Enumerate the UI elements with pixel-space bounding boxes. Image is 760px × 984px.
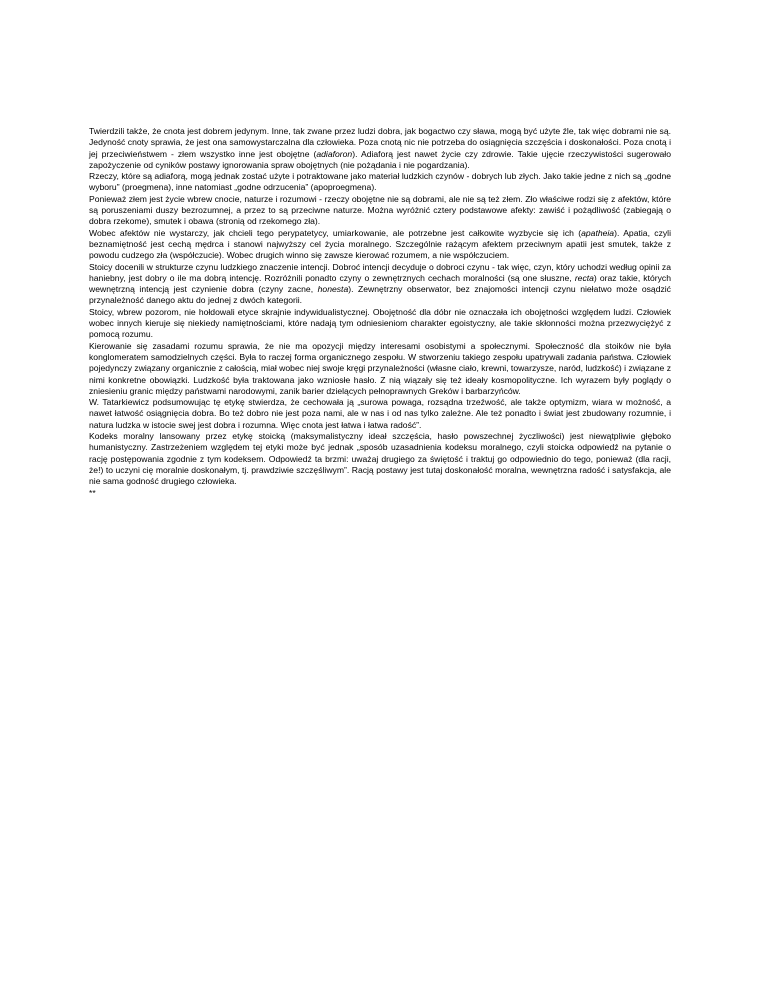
italic-term: honesta: [317, 284, 349, 295]
italic-term: recta: [574, 272, 594, 283]
paragraph: [89, 397, 671, 431]
paragraph: [89, 228, 671, 262]
text-run: Kodeks moralny lansowany przez etykę stoicką (maksymalistyczny ideał szczęścia, hasło powszechnej życzliwości) jest niewątpliwie głęboko humanistyczny. Zastrzeżeniem względem tej etyki może być jednak „sposób uzasadnienia kodeksu moralnego, czyli stoicka odpowiedź na pytanie o rację postępowania zgodnie z tym kodeksem. Odpowiedź ta brzmi: uważaj drugiego za świętość i traktuj go odpowiednio do tego, ponieważ (dla racji, że!) to uczyni cię moralnie doskonałym, tj. prawdziwie szczęśliwym”. Racją postawy jest tutaj doskonałość moralna, wewnętrzna radość i satysfakcja, ale nie sama godność drugiego człowieka.: [89, 431, 671, 487]
paragraph: [89, 171, 671, 194]
text-run: W. Tatarkiewicz podsumowując tę etykę stwierdza, że cechowała ją „surowa powaga, rozsądna trzeźwość, ale także optymizm, wiara w możność, a nawet łatwość osiągnięcia dobra. Bo też dobro nie jest poza nami, ale w nas i od nas tylko zależne. Ale też ponadto i świat jest zbudowany rozumnie, i natura ludzka w istocie swej jest dobra i rozumna. Więc cnota jest łatwa i łatwa radość”.: [89, 397, 671, 430]
text-run: ) oraz takie, których wewnętrzną intencją jest czynienie dobra (czyny zacne,: [89, 272, 671, 295]
italic-term: apatheia: [581, 227, 615, 238]
text-run: Rzeczy, które są adiaforą, mogą jednak zostać użyte i potraktowane jako materiał ludzkich czynów - dobrych lub złych. Jako takie jedne z nich są „godne wyboru” (proegmena), inne natomiast „godne odrzucenia” (apoproegmena).: [89, 171, 671, 193]
paragraph: [89, 194, 671, 228]
italic-term: adiaforon: [316, 148, 353, 159]
text-run: ). Apatia, czyli beznamiętność jest cechą mędrca i stanowi najwyższy cel życia moralnego. Szczególnie rażącym afektem przeciwnym apatii jest smutek, także z powodu cudzego zła (współczucie). Wobec drugich winno się zawsze kierować rozumem, a nie współczuciem.: [89, 227, 672, 261]
text-run: ). Zewnętrzny obserwator, bez znajomości intencji czynu niełatwo może osądzić przynależność danego aktu do jednej z dwóch kategorii.: [89, 284, 671, 306]
paragraph: [89, 431, 671, 487]
text-run: ). Adiaforą jest nawet życie czy zdrowie. Takie ujęcie rzeczywistości sugerowało zapożyczenie od cyników postawy ignorowania spraw obojętnych (nie pożądania i nie pogardzania).: [89, 148, 671, 170]
paragraph: [89, 126, 671, 171]
text-run: Ponieważ złem jest życie wbrew cnocie, naturze i rozumowi - rzeczy obojętne nie są dobrami, ale nie są też złem. Zło właściwe rodzi się z afektów, które są poruszeniami duszy bezrozumnej, a przez to są przeciwne naturze. Można wyróżnić cztery podstawowe afekty: zawiść i pożądliwość (zabiegają o dobra rzekome), smutek i obawa (stronią od rzekomego zła).: [89, 193, 671, 227]
document-page: [89, 126, 671, 498]
end-mark: **: [89, 487, 96, 498]
paragraph: [89, 341, 671, 397]
text-run: Twierdzili także, że cnota jest dobrem jedynym. Inne, tak zwane przez ludzi dobra, jak bogactwo czy sława, mogą być użyte źle, tak więc dobrami nie są. Jedyność cnoty sprawia, że jest ona samowystarczalna dla człowieka. Poza cnotą nic nie potrzeba do osiągnięcia szczęścia i doskonałości. Poza cnotą i jej przeciwieństwem - złem wszystko inne jest obojętne (: [89, 126, 671, 159]
text-run: Kierowanie się zasadami rozumu sprawia, że nie ma opozycji między interesami osobistymi a społecznymi. Społeczność dla stoików nie była konglomeratem samodzielnych części. Była to raczej forma organicznego zespołu. W stworzeniu takiego zespołu upatrywali zadania państwa. Człowiek pojedynczy związany organicznie z całością, miał wobec niej swoje kręgi przynależności (własne ciało, krewni, towarzysze, naród, ludzkość) i związane z nimi konkretne obowiązki. Ludzkość była traktowana jako wzniosłe hasło. Z nią wiązały się też ideały kosmopolityczne. Ich wyrazem były poglądy o zniesieniu granic między państwami narodowymi, zanik barier dzielących pełnoprawnych Greków i barbarzyńców.: [89, 340, 671, 396]
paragraph: [89, 262, 671, 307]
paragraph: [89, 307, 671, 341]
text-run: Stoicy docenili w strukturze czynu ludzkiego znaczenie intencji. Dobroć intencji decyduje o dobroci czynu - tak więc, czyn, który uchodzi według opinii za haniebny, jest dobry o ile ma dobrą intencję. Rozróżnili ponadto czyny o zewnętrznych cechach moralności (są one słuszne,: [89, 261, 671, 283]
document-body: [89, 126, 671, 488]
text-run: Stoicy, wbrew pozorom, nie hołdowali etyce skrajnie indywidualistycznej. Obojętność dla dóbr nie oznaczała ich obojętności względem ludzi. Człowiek wobec innych kieruje się niekiedy namiętnościami, które nadają tym odniesieniom charakter egoistyczny, ale takie skłonności można przezwyciężyć z pomocą rozumu.: [89, 306, 671, 340]
text-run: Wobec afektów nie wystarczy, jak chcieli tego perypatetycy, umiarkowanie, ale potrzebne jest całkowite wyzbycie się ich (: [89, 227, 582, 238]
